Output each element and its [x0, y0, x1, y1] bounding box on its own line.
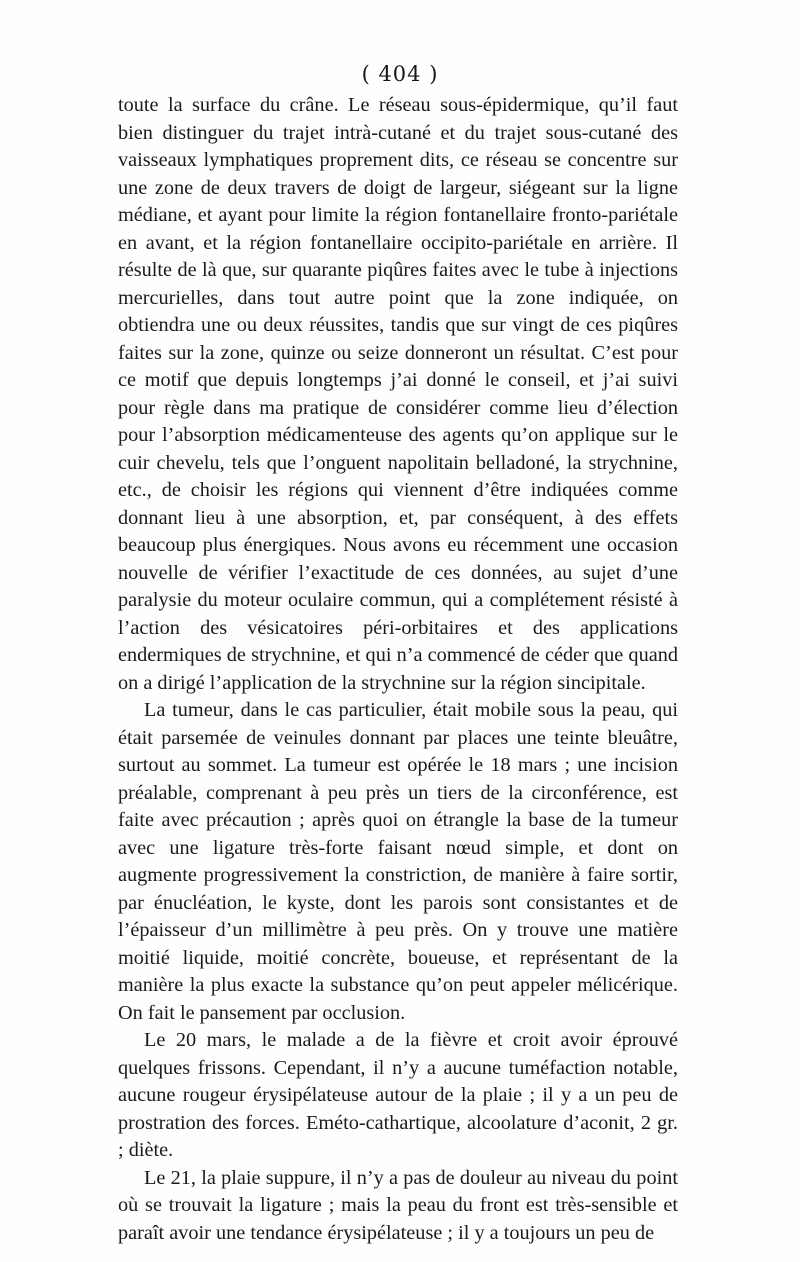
body-text: [118, 92, 678, 1247]
paragraph-march-21: Le 21, la plaie suppure, il n’y a pas de douleur au niveau du point où se trouvait la ligature ; mais la peau du front est très-sensible et paraît avoir une tendance érysipélateuse ; il y a toujours un peu de: [118, 1166, 678, 1244]
paragraph-tumor-operation: La tumeur, dans le cas particulier, était mobile sous la peau, qui était parsemée de veinules donnant par places une teinte bleuâtre, surtout au sommet. La tumeur est opérée le 18 mars ; une incision préalable, comprenant à peu près un tiers de la circonférence, est faite avec précaution ; après quoi on étrangle la base de la tumeur avec une ligature très-forte faisant nœud simple, et dont on augmente progressivement la constriction, de manière à faire sortir, par énucléation, le kyste, dont les parois sont consistantes et de l’épaisseur d’un millimètre à peu près. On y trouve une matière moitié liquide, moitié concrète, boueuse, et représentant de la manière la plus exacte la substance qu’on peut appeler mélicérique. On fait le pansement par occlusion.: [118, 699, 678, 1024]
page-number: ( 404 ): [361, 62, 439, 86]
paragraph-skull-lymphatics: toute la surface du crâne. Le réseau sous-épidermique, qu’il faut bien distinguer du trajet intrà-cutané et du trajet sous-cutané des vaisseaux lymphatiques proprement dits, ce réseau se concentre sur une zone de deux travers de doigt de largeur, siégeant sur la ligne médiane, et ayant pour limite la région fontanellaire fronto-pariétale en avant, et la région fontanellaire occipito-pariétale en arrière. Il résulte de là que, sur quarante piqûres faites avec le tube à injections mercurielles, dans tout autre point que la zone indiquée, on obtiendra une ou deux réussites, tandis que sur vingt de ces piqûres faites sur la zone, quinze ou seize donneront un résultat. C’est pour ce motif que depuis longtemps j’ai donné le conseil, et j’ai suivi pour règle dans ma pratique de considérer comme lieu d’élection pour l’absorption médicamenteuse des agents qu’on applique sur le cuir chevelu, tels que l’onguent napolitain belladoné, la strychnine, etc., de choisir les régions qui viennent d’être indiquées comme donnant lieu à une absorption, et, par conséquent, à des effets beaucoup plus énergiques. Nous avons eu récemment une occasion nouvelle de vérifier l’exactitude de ces données, au sujet d’une paralysie du moteur oculaire commun, qui a complétement résisté à l’action des vésicatoires péri-orbitaires et des applications endermiques de strychnine, et qui n’a commencé de céder que quand on a dirigé l’application de la strychnine sur la région sincipitale.: [118, 94, 678, 694]
paragraph-march-20: Le 20 mars, le malade a de la fièvre et croit avoir éprouvé quelques frissons. Cependant, il n’y a aucune tuméfaction notable, aucune rougeur érysipélateuse autour de la plaie ; il y a un peu de prostration des forces. Eméto-cathartique, alcoolature d’aconit, 2 gr. ; diète.: [118, 1029, 678, 1161]
